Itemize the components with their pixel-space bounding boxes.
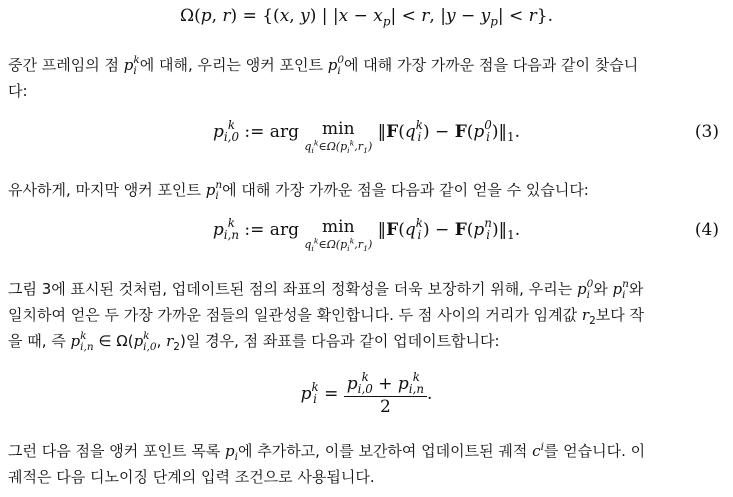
equation-omega-definition: Ω(p, r) = {(x, y) | $|x - x_p| < r$, $|y - y_p| < r$}. [179, 6, 554, 29]
math-p-i-n: p n i [205, 179, 223, 202]
equation-3: p k i,0 := arg min $q_i^k\in\Omega(p_i^k,r_1)$ ‖F(q k i ) − F(p 0 i )$‖_1$. [212, 118, 520, 155]
paragraph-last-anchor: 유사하게, 마지막 앵커 포인트 p n i 에 대해 가장 가까운 점을 다음과 같이 얻을 수 있습니다: [8, 179, 589, 202]
paragraph-consistency-check: 그림 3에 표시된 것처럼, 업데이트된 점의 좌표의 정확성을 더욱 보장하기 위해, 우리는 p 0 i 와 p n i 와 일치하여 얻은 두 가장 가까운 점들의 일관성을 확인합니다. 두 점 사이의 거리가 임계값 $r_2$보다 작 을 때, 즉 p k i,n ∈ Ω(p k i,0 , $r_2$)일 경우, 점 좌표를 다음과 같이 업데이트합니다: [8, 278, 645, 353]
equation-3-number: (3) [694, 122, 719, 142]
equation-4: p k i,n := arg min $q_i^k\in\Omega(p_i^k,r_1)$ ‖F(q k i ) − F(p n i )$‖_1$. [212, 216, 521, 253]
paragraph-intermediate-frame: 중간 프레임의 점 p k i 에 대해, 우리는 앵커 포인트 p 0 i 에 대해 가장 가까운 점을 다음과 같이 찾습니 다: [8, 54, 639, 100]
equation-update: p k i = p k i,0 + p k i,n 2 . [300, 370, 433, 417]
equation-4-number: (4) [694, 220, 719, 240]
paragraph-trajectory-update: 그런 다음 점을 앵커 포인트 목록 $p_i$에 추가하고, 이를 보간하여 업데이트된 궤적 $c^i$를 얻습니다. 이 궤적은 다음 디노이징 단계의 입력 조건으로 사용됩니다. [8, 441, 646, 486]
math-p-i-k: p k i [123, 54, 140, 77]
math-p-i-0: p 0 i [327, 54, 345, 77]
